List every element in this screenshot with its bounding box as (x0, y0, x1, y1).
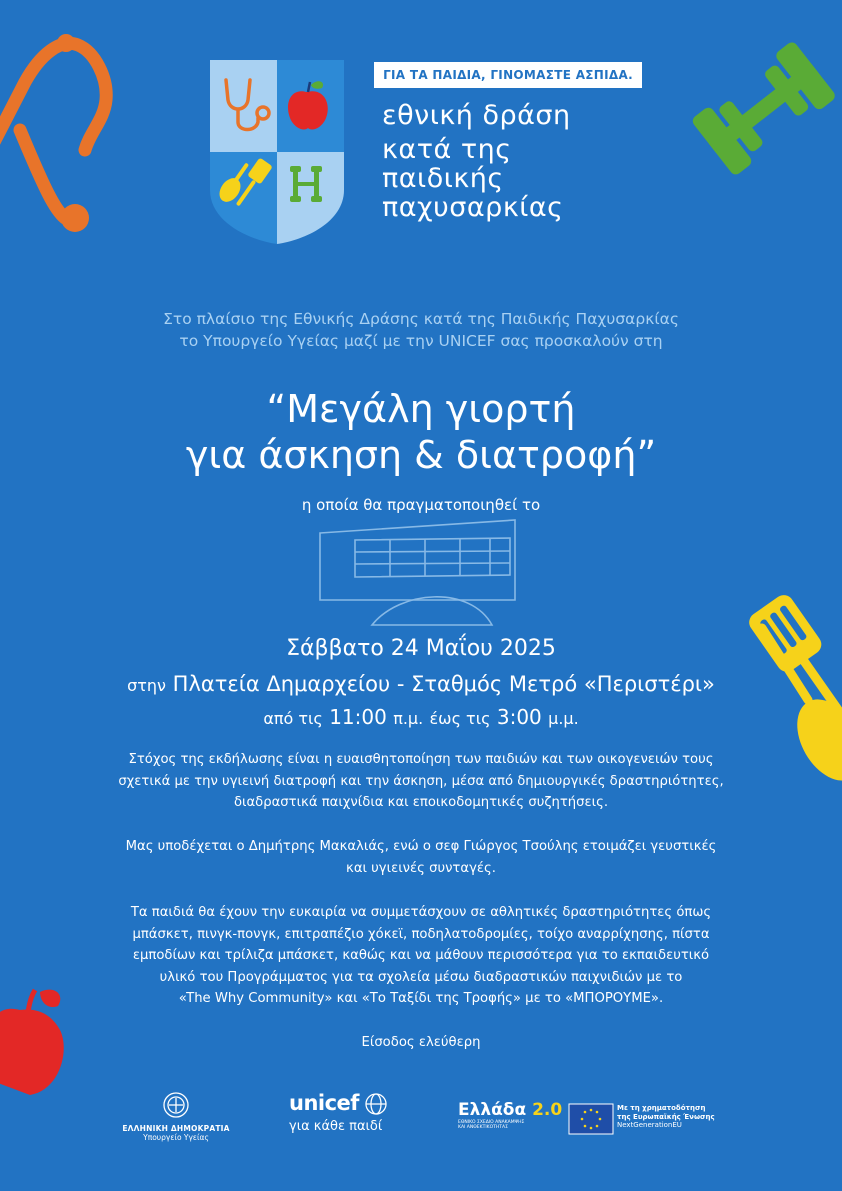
greece-2-0-logo (458, 1100, 568, 1130)
event-place-name: Πλατεία Δημαρχείου - Σταθμός Μετρό «Περιστέρι» (172, 672, 715, 696)
intro-text (60, 308, 782, 352)
time-from-label: από τις (263, 709, 323, 728)
event-title-line-1: “Μεγάλη γιορτή (266, 387, 576, 431)
greece20-name: Ελλάδα (458, 1100, 527, 1120)
p2-line-2: και υγιεινές συνταγές. (346, 860, 496, 876)
description-paragraph-2 (70, 836, 772, 879)
p1-line-1: Στόχος της εκδήλωσης είναι η ευαισθητοποίηση των παιδιών και των οικογενειών τους (128, 752, 714, 767)
campaign-name-line-4: παχυσαρκίας (382, 192, 564, 223)
p3-line-3: εμποδίων και τρίλιζα μπάσκετ, καθώς και να μάθουν περισσότερα για το εκπαιδευτικό (132, 948, 710, 963)
greece20-sub-2: ΚΑΙ ΑΝΘΕΚΤΙΚΟΤΗΤΑΣ (458, 1125, 508, 1130)
intro-line-1: Στο πλαίσιο της Εθνικής Δράσης κατά της Παιδικής Παχυσαρκίας (163, 310, 679, 328)
event-place (20, 672, 822, 696)
gov-title: ΕΛΛΗΝΙΚΗ ΔΗΜΟΚΡΑΤΙΑ (122, 1124, 230, 1133)
stethoscope-icon (0, 34, 106, 232)
campaign-shield-logo (210, 60, 344, 244)
gov-ministry: Υπουργείο Υγείας (143, 1133, 209, 1142)
dumbbell-icon (690, 40, 837, 177)
unicef-wordmark: unicef (289, 1091, 359, 1115)
eu-funding-logo (617, 1104, 757, 1130)
event-time (40, 705, 802, 729)
eu-flag-icon (569, 1104, 613, 1134)
campaign-name-line-1: εθνική δράση (382, 100, 571, 131)
event-place-prefix: στην (127, 676, 166, 695)
eu-line-3: NextGenerationEU (617, 1121, 682, 1129)
p3-line-5: «The Why Community» και «Το Ταξίδι της Τροφής» με το «ΜΠΟΡΟΥΜΕ». (178, 991, 664, 1006)
campaign-tagline: ΓΙΑ ΤΑ ΠΑΙΔΙΑ, ΓΙΝΟΜΑΣΤΕ ΑΣΠΙΔΑ. (374, 62, 642, 88)
p3-line-1: Τα παιδιά θα έχουν την ευκαιρία να συμμετάσχουν σε αθλητικές δραστηριότητες όπως (130, 905, 712, 920)
time-to: 3:00 (496, 705, 542, 729)
time-from-period: π.μ. (393, 709, 424, 728)
campaign-name-line-3: παιδικής (382, 163, 504, 194)
intro-line-2: το Υπουργείο Υγείας μαζί με την UNICEF σας προσκαλούν στη (179, 332, 663, 350)
time-to-label: έως τις (429, 709, 491, 728)
hellenic-emblem-icon (164, 1093, 188, 1117)
p1-line-3: διαδραστικά παιχνίδια και εποικοδομητικές συζητήσεις. (233, 795, 609, 810)
event-date: Σάββατο 24 Μαΐου 2025 (286, 636, 556, 661)
free-entry-text: Είσοδος ελεύθερη (361, 1035, 481, 1050)
event-subtitle: η οποία θα πραγματοποιηθεί το (301, 496, 541, 514)
eu-line-2: της Ευρωπαϊκής Ένωσης (617, 1112, 715, 1121)
venue-illustration (320, 520, 515, 625)
greece20-version: 2.0 (532, 1100, 563, 1120)
event-title-line-2: για άσκηση & διατροφή” (185, 433, 657, 477)
eu-line-1: Με τη χρηματοδότηση (617, 1104, 706, 1112)
unicef-logo (289, 1091, 389, 1134)
unicef-tagline: για κάθε παιδί (289, 1119, 383, 1134)
time-from: 11:00 (329, 705, 387, 729)
apple-icon (0, 990, 64, 1095)
campaign-name-line-2: κατά της (382, 134, 512, 165)
event-title (40, 386, 802, 478)
description-paragraph-3 (70, 902, 772, 1010)
p2-line-1: Μας υποδέχεται ο Δημήτρης Μακαλιάς, ενώ ο σεφ Γιώργος Τσούλης ετοιμάζει γευστικές (125, 839, 717, 854)
p3-line-2: μπάσκετ, πινγκ-πονγκ, επιτραπέζιο χόκεϊ, ποδηλατοδρομίες, τοίχο αναρρίχησης, πίστα (132, 926, 710, 942)
p1-line-2: σχετικά με την υγιεινή διατροφή και την άσκηση, μέσα από δημιουργικές δραστηριότητες, (118, 773, 724, 789)
time-to-period: μ.μ. (548, 709, 579, 728)
hellenic-republic-logo (110, 1124, 242, 1142)
description-paragraph-1 (70, 749, 772, 814)
p3-line-4: υλικό του Προγράμματος για τα σχολεία μέσω διαδραστικών παιχνιδιών με το (159, 969, 683, 985)
greece20-sub-1: ΕΘΝΙΚΟ ΣΧΕΔΙΟ ΑΝΑΚΑΜΨΗΣ (458, 1120, 525, 1125)
